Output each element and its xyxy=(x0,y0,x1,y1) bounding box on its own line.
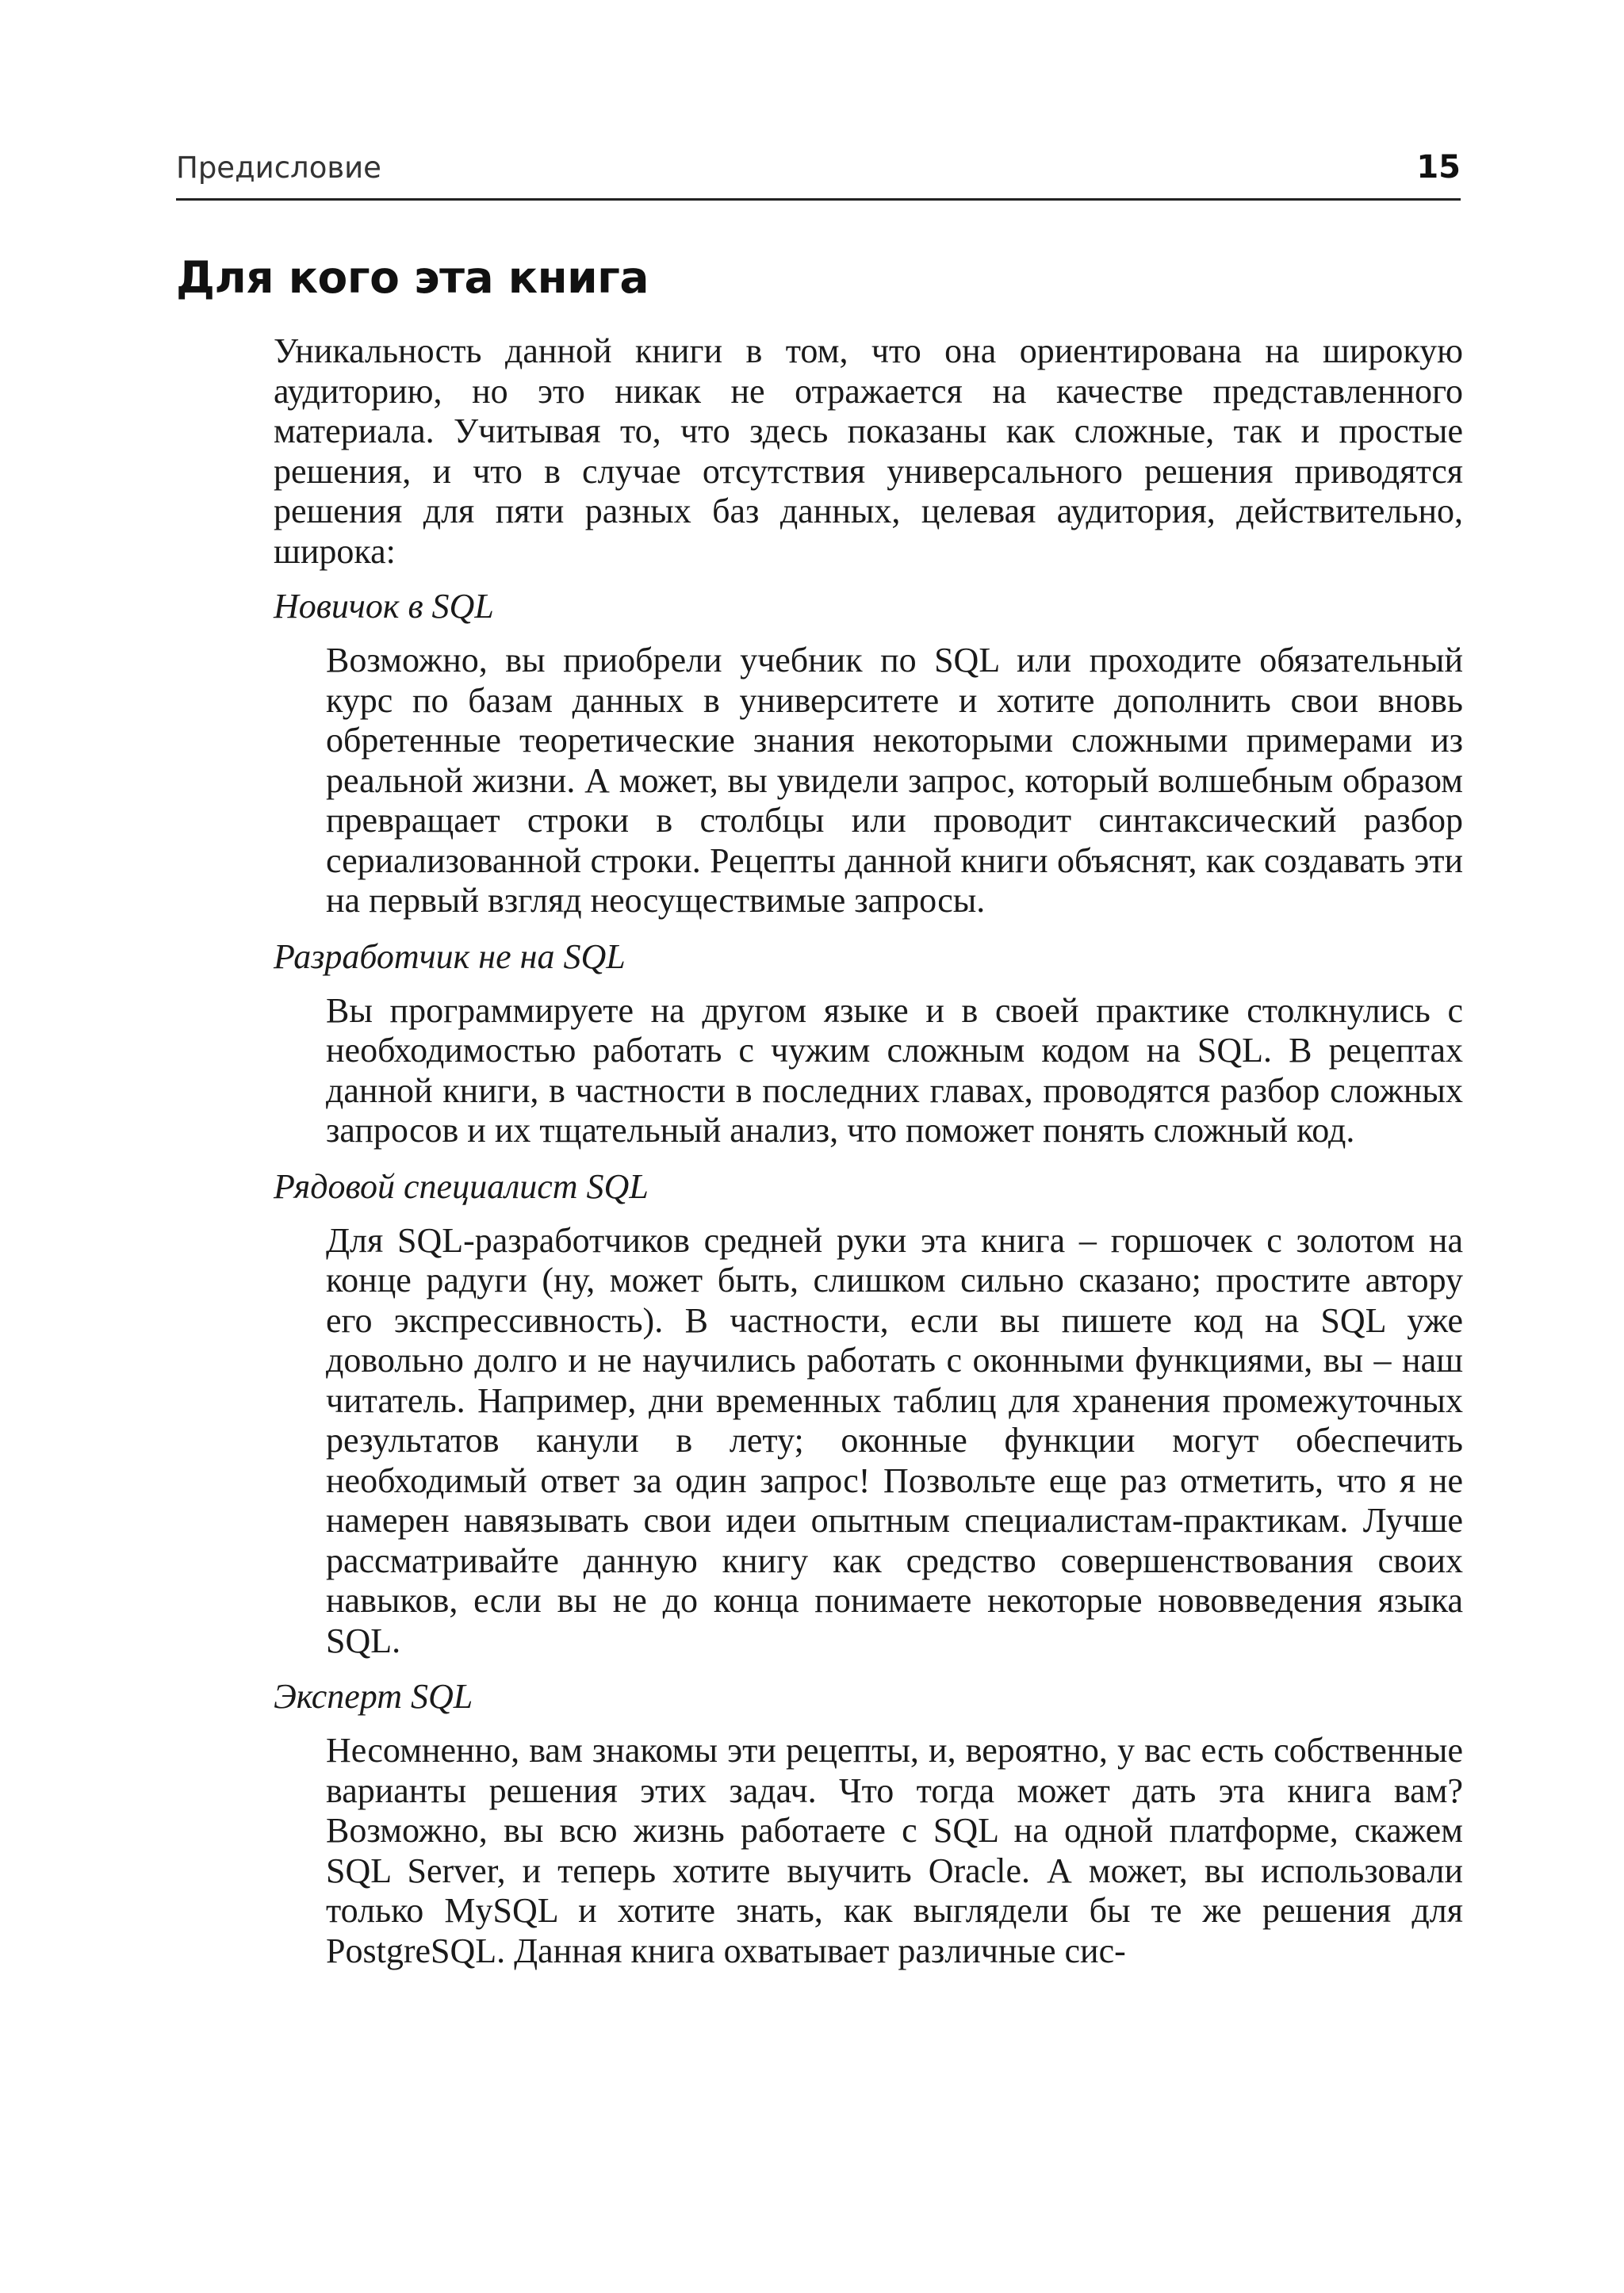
audience-term-non-sql-developer: Разработчик не на SQL xyxy=(274,936,626,976)
running-header xyxy=(176,151,1461,201)
audience-term-expert: Эксперт SQL xyxy=(274,1677,473,1716)
audience-description-expert: Несомненно, вам знакомы эти рецепты, и, вероятно, у вас есть собственные варианты решения этих задач. Что тогда может дать эта книга вам? Возможно, вы всю жизнь работаете с SQL на одной платформе, скажем SQL Server, и теперь хотите выучить Oracle. А может, вы использовали только MySQL и хотите знать, как выглядели бы те же решения для PostgreSQL. Данная книга охватывает различные сис- xyxy=(326,1731,1463,1970)
audience-description-beginner: Возможно, вы приобрели учебник по SQL или проходите обязательный курс по базам данных в университете и хотите дополнить свои вновь обретенные теоретические знания некоторыми сложными примерами из реальной жизни. А может, вы увидели запрос, который волшебным образом превращает строки в столбцы или проводит синтаксический разбор сериализованной строки. Рецепты данной книги объяснят, как создавать эти на первый взгляд неосуществимые запросы. xyxy=(326,641,1463,920)
audience-description-non-sql-developer: Вы программируете на другом языке и в своей практике столкнулись с необходимостью работать с чужим сложным кодом на SQL. В рецептах данной книги, в частности в последних главах, проводятся разбор сложных запросов и их тщательный анализ, что поможет понять сложный код. xyxy=(326,990,1463,1150)
audience-term-regular-specialist: Рядовой специалист SQL xyxy=(274,1166,649,1206)
intro-paragraph: Уникальность данной книги в том, что она ориентирована на широкую аудиторию, но это никак не отражается на качестве представленного материала. Учитывая то, что здесь показаны как сложные, так и простые решения, и что в случае отсутствия универсального решения приводятся решения для пяти разных баз данных, целевая аудитория, действительно, широка: xyxy=(274,331,1463,571)
audience-term-beginner: Новичок в SQL xyxy=(274,587,494,626)
chapter-running-title: Предисловие xyxy=(176,151,381,185)
section-heading: Для кого эта книга xyxy=(176,252,649,303)
audience-description-regular-specialist: Для SQL-разработчиков средней руки эта книга – горшочек с золотом на конце радуги (ну, может быть, слишком сильно сказано; простите автору его экспрессивность). В частности, если вы пишете код на SQL уже довольно долго и не научились работать с оконными функциями, вы – наш читатель. Например, дни временных таблиц для хранения промежуточных результатов канули в лету; оконные функции могут обеспечить необходимый ответ за один запрос! Позвольте еще раз отметить, что я не намерен навязывать свои идеи опытным специалистам-практикам. Лучше рассматривайте данную книгу как средство совершенствования своих навыков, если вы не до конца понимаете некоторые нововведения языка SQL. xyxy=(326,1220,1463,1660)
page-number: 15 xyxy=(1416,149,1461,186)
audience-list xyxy=(274,587,1463,1987)
